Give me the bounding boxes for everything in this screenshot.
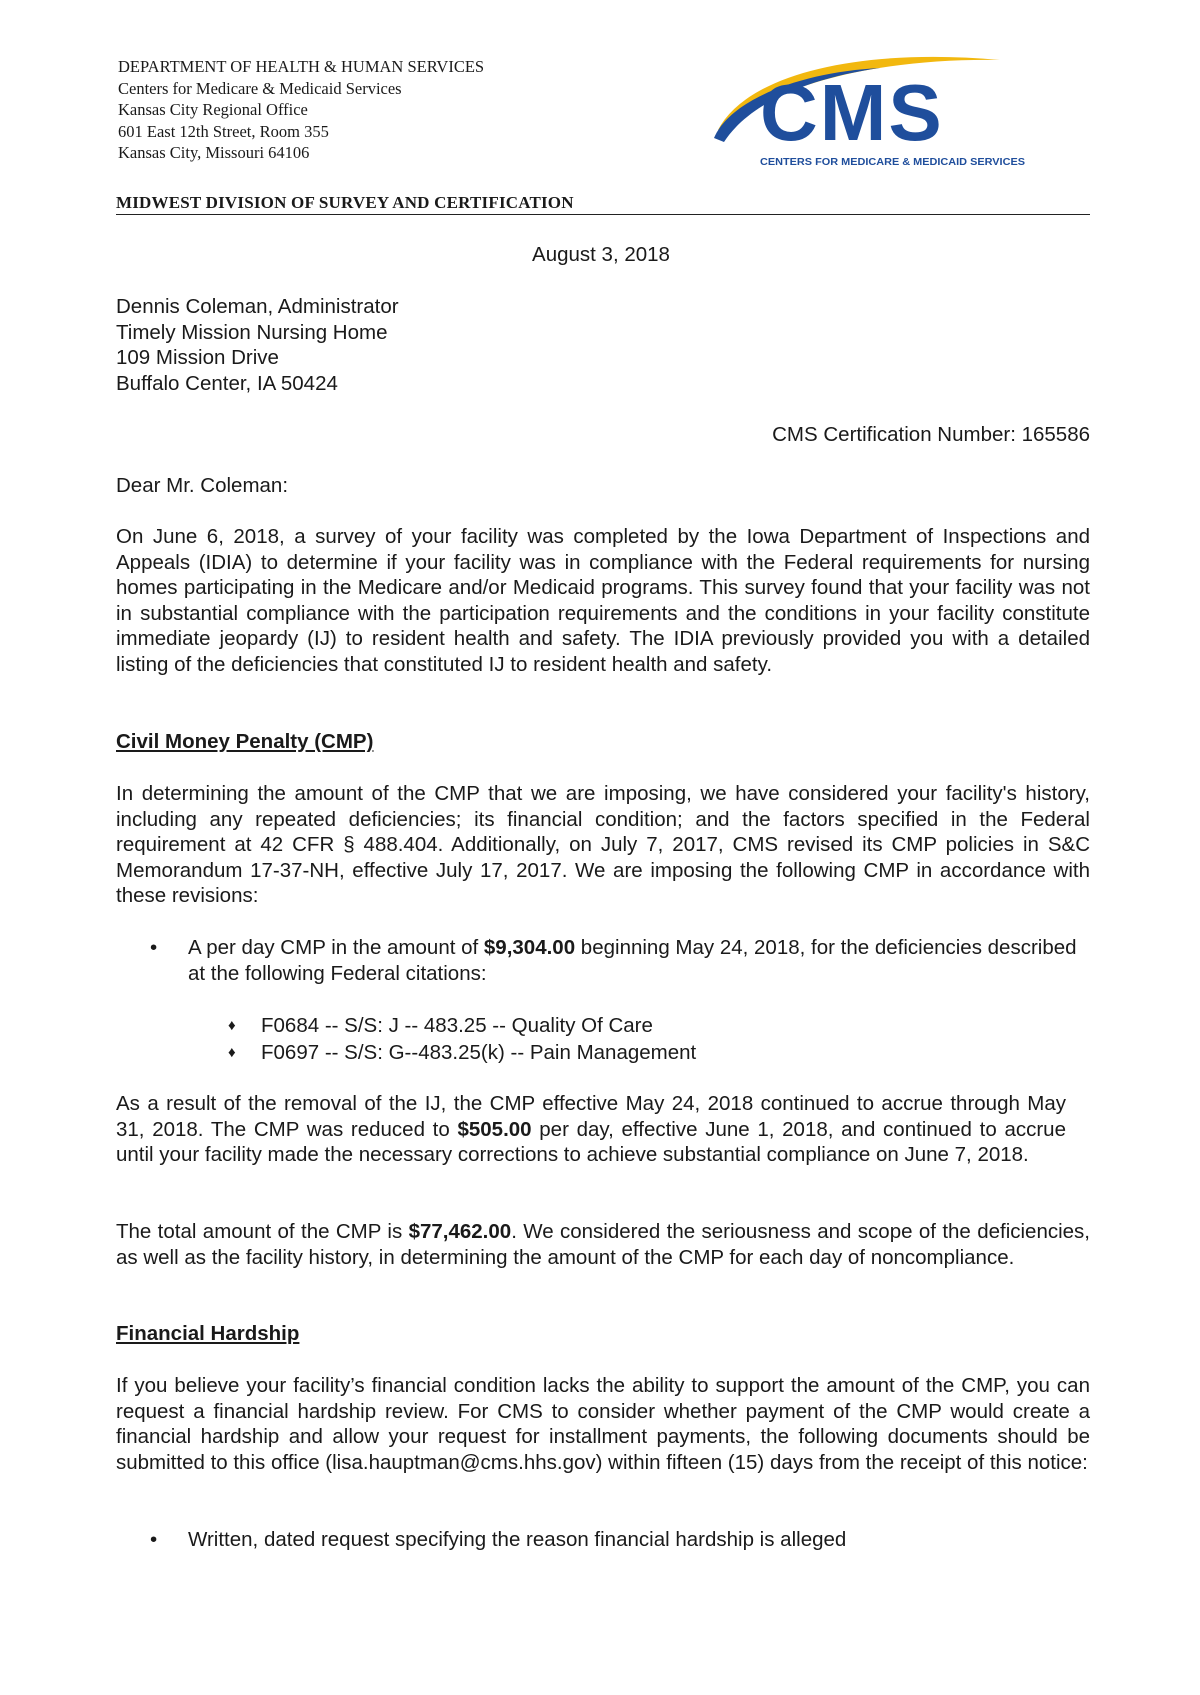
recipient-name: Dennis Coleman, Administrator [116, 295, 399, 318]
intro-paragraph: On June 6, 2018, a survey of your facility was completed by the Iowa Department of Inspections and Appeals (IDIA) to determine if your facility was in compliance with the Federal requirements for nursing homes participating in the Medicare and/or Medicaid programs. This survey found that your facility was not in substantial compliance with the participation requirements and the conditions in your facility constitute immediate jeopardy (IJ) to resident health and safety. The IDIA previously provided you with a detailed listing of the deficiencies that constituted IJ to resident health and safety. [116, 525, 1090, 676]
letter-date [0, 242, 1200, 268]
recipient-city: Buffalo Center, IA 50424 [116, 371, 338, 395]
hardship-heading: Financial Hardship [116, 1322, 300, 1345]
letterhead-city: Kansas City, Missouri 64106 [118, 143, 310, 163]
hardship-paragraph [116, 1373, 1090, 1475]
removal-suffix: per day, effective June 1, 2018, and continued to accrue until your facility made the necessary corrections to achieve substantial compliance on June 7, 2018. [116, 1117, 1066, 1167]
total-paragraph [116, 1219, 1090, 1270]
recipient-street: 109 Mission Drive [116, 346, 279, 370]
diamond-bullet-icon: ♦ [228, 1044, 236, 1061]
total-suffix: . We considered the seriousness and scope of the deficiencies, as well as the facility history, in determining the amount of the CMP for each day of noncompliance. [116, 1220, 1091, 1269]
removal-prefix: As a result of the removal of the IJ, the CMP effective May 24, 2018 continued to accrue through May 31, 2018. The CMP was reduced to [116, 1092, 1066, 1141]
letterhead-office: Kansas City Regional Office [118, 100, 308, 120]
cmp-paragraph: In determining the amount of the CMP that we are imposing, we have considered your facility's history, including any repeated deficiencies; its financial condition; and the factors specified in the Federal requirement at 42 CFR § 488.404. Additionally, on July 7, 2017, CMS revised its CMP policies in S&C Memorandum 17-37-NH, effective July 17, 2017. We are imposing the following CMP in accordance with these revisions: [116, 782, 1090, 908]
certification-number: CMS Certification Number: 165586 [772, 423, 1090, 446]
hardship-bullet-text: Written, dated request specifying the reason financial hardship is alleged [188, 1528, 847, 1551]
total-prefix: The total amount of the CMP is [116, 1220, 409, 1243]
bullet-dot: • [150, 936, 158, 959]
logo-tagline: CENTERS FOR MEDICARE & MEDICAID SERVICES [760, 156, 1025, 168]
cmp-bullet-text [188, 935, 1088, 986]
citation-item [228, 1013, 653, 1041]
cmp-bullet-suffix: beginning May 24, 2018, for the deficiencies described at the following Federal citations: [188, 936, 1077, 985]
letter-date-text: August 3, 2018 [532, 243, 670, 266]
removal-paragraph [116, 1091, 1066, 1168]
citation-text: F0697 -- S/S: G--483.25(k) -- Pain Management [261, 1041, 697, 1064]
recipient-facility: Timely Mission Nursing Home [116, 320, 388, 344]
cms-logo [710, 50, 1080, 172]
logo-wordmark: CMS [760, 68, 944, 157]
letterhead-department: DEPARTMENT OF HEALTH & HUMAN SERVICES [118, 57, 485, 76]
letterhead-street: 601 East 12th Street, Room 355 [118, 121, 329, 141]
cmp-heading: Civil Money Penalty (CMP) [116, 730, 374, 753]
division-heading: MIDWEST DIVISION OF SURVEY AND CERTIFICATION [116, 193, 1090, 215]
citation-item [228, 1040, 696, 1068]
cmp-bullet-prefix: A per day CMP in the amount of [188, 936, 484, 959]
letterhead [118, 56, 484, 164]
hardship-paragraph-text: If you believe your facility’s financial condition lacks the ability to support the amount of the CMP, you can request a financial hardship review. For CMS to consider whether payment of the CMP would create a financial hardship and allow your request for installment payments, the following documents should be submitted to this office (lisa.hauptman@cms.hhs.gov) within fifteen (15) days from the receipt of this notice: [116, 1374, 1090, 1474]
citation-text: F0684 -- S/S: J -- 483.25 -- Quality Of Care [261, 1014, 653, 1037]
letterhead-agency: Centers for Medicare & Medicaid Services [118, 78, 402, 98]
bullet-dot: • [150, 1528, 158, 1551]
diamond-bullet-icon: ♦ [228, 1017, 236, 1034]
salutation: Dear Mr. Coleman: [116, 474, 289, 497]
total-amount: $77,462.00 [408, 1220, 512, 1243]
reduced-amount: $505.00 [457, 1117, 532, 1141]
cmp-per-day-amount: $9,304.00 [483, 936, 576, 959]
recipient-address [116, 294, 399, 396]
